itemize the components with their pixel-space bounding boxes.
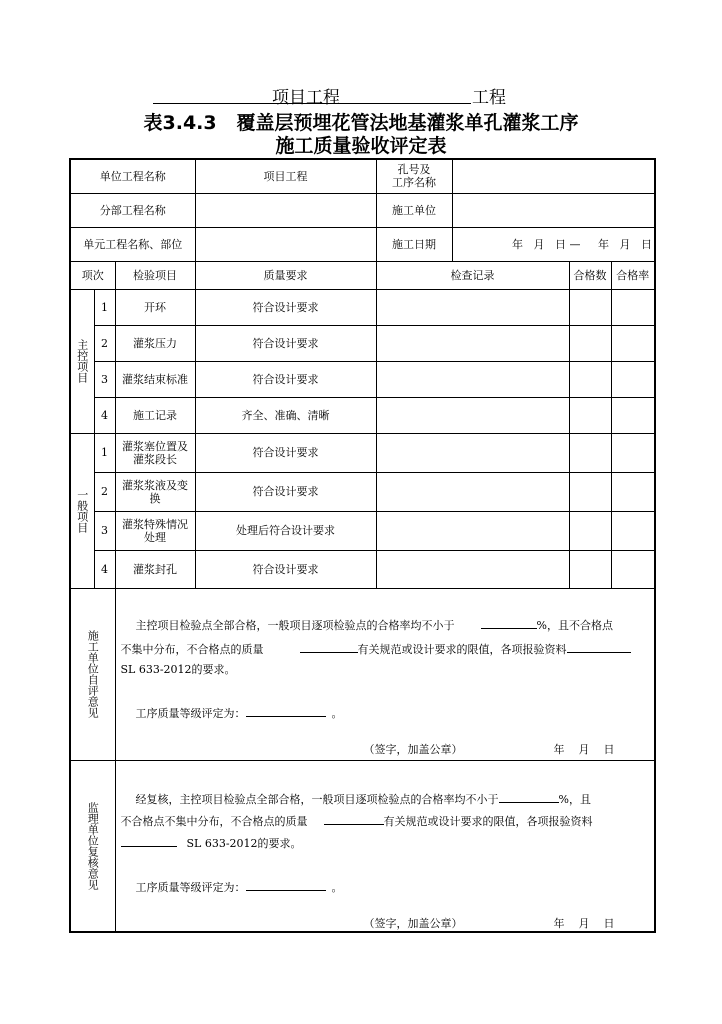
supervisor-label xyxy=(70,760,115,932)
supervisor-line3-text: SL 633-2012的要求。 xyxy=(186,836,302,850)
row-no: 1 xyxy=(94,289,115,325)
supervisor-docs-blank[interactable] xyxy=(121,835,177,847)
row-pass-count[interactable] xyxy=(569,511,611,550)
element-value[interactable] xyxy=(195,227,376,261)
row-req: 符合设计要求 xyxy=(195,433,376,472)
table-row xyxy=(70,550,655,588)
row-no: 4 xyxy=(94,550,115,588)
self-eval-line1 xyxy=(136,617,613,632)
row-pass-count[interactable] xyxy=(569,397,611,433)
info-row-element xyxy=(70,227,655,261)
row-pass-rate[interactable] xyxy=(611,397,655,433)
hole-label-line2: 工序名称 xyxy=(392,176,436,190)
form-title-line2: 施工质量验收评定表 xyxy=(275,135,447,157)
row-no: 3 xyxy=(94,511,115,550)
row-pass-rate[interactable] xyxy=(611,472,655,511)
row-pass-count[interactable] xyxy=(569,325,611,361)
row-req: 符合设计要求 xyxy=(195,325,376,361)
self-eval-line3: SL 633-2012的要求。 xyxy=(120,662,236,676)
self-eval-label-text: 施工单位自评意见 xyxy=(86,630,100,718)
construction-date-label: 施工日期 xyxy=(376,227,452,261)
table-row xyxy=(70,397,655,433)
info-row-sub xyxy=(70,193,655,227)
row-req: 符合设计要求 xyxy=(195,289,376,325)
row-item: 施工记录 xyxy=(115,397,195,433)
row-record[interactable] xyxy=(376,472,569,511)
row-pass-rate[interactable] xyxy=(611,325,655,361)
self-eval-grade-line xyxy=(136,705,343,720)
supervisor-row xyxy=(70,760,655,932)
self-eval-grade-end: 。 xyxy=(331,706,343,720)
supervisor-grade-end: 。 xyxy=(331,880,343,894)
header-row xyxy=(70,261,655,289)
general-label-text: 一般项目 xyxy=(75,488,89,533)
row-pass-count[interactable] xyxy=(569,472,611,511)
row-record[interactable] xyxy=(376,511,569,550)
supervisor-line2a: 不合格点不集中分布，不合格点的质量 xyxy=(120,814,308,828)
table-row xyxy=(70,433,655,472)
self-eval-quality-blank[interactable] xyxy=(300,641,358,653)
row-item: 开环 xyxy=(115,289,195,325)
supervisor-rate-blank[interactable] xyxy=(499,791,559,803)
construction-unit-value[interactable] xyxy=(452,193,655,227)
evaluation-table xyxy=(69,158,656,933)
supervisor-line2 xyxy=(121,813,593,828)
supervisor-sign: （签字，加盖公章） xyxy=(363,916,463,930)
table-row xyxy=(70,472,655,511)
self-eval-line1b: %，且不合格点 xyxy=(536,618,613,632)
row-req: 处理后符合设计要求 xyxy=(195,511,376,550)
row-req: 符合设计要求 xyxy=(195,472,376,511)
self-eval-line2 xyxy=(121,641,631,656)
table-row xyxy=(70,289,655,325)
form-title-line1: 表3.4.3 覆盖层预埋花管法地基灌浆单孔灌浆工序 xyxy=(143,112,579,134)
supervisor-line2b: 有关规范或设计要求的限值，各项报验资料 xyxy=(383,814,593,828)
supervisor-quality-blank[interactable] xyxy=(324,813,384,825)
self-eval-date: 年 月 日 xyxy=(553,742,615,756)
row-record[interactable] xyxy=(376,361,569,397)
row-item: 灌浆浆液及变换 xyxy=(115,472,195,511)
row-item: 灌浆封孔 xyxy=(115,550,195,588)
self-eval-grade-label: 工序质量等级评定为： xyxy=(135,706,246,720)
supervisor-grade-blank[interactable] xyxy=(246,879,326,891)
supervisor-line3 xyxy=(121,835,302,850)
row-no: 3 xyxy=(94,361,115,397)
row-record[interactable] xyxy=(376,289,569,325)
self-eval-sign: （签字，加盖公章） xyxy=(363,742,463,756)
row-req: 齐全、准确、清晰 xyxy=(195,397,376,433)
supervisor-grade-label: 工序质量等级评定为： xyxy=(135,880,246,894)
row-item: 灌浆结束标准 xyxy=(115,361,195,397)
table-row xyxy=(70,325,655,361)
row-no: 1 xyxy=(94,433,115,472)
row-pass-count[interactable] xyxy=(569,550,611,588)
pass-count-header: 合格数 xyxy=(569,261,611,289)
pass-rate-header: 合格率 xyxy=(611,261,655,289)
row-item: 灌浆特殊情况处理 xyxy=(115,511,195,550)
unit-project-value[interactable]: 项目工程 xyxy=(195,159,376,193)
main-control-label-text: 主控项目 xyxy=(75,339,89,383)
supervisor-date: 年 月 日 xyxy=(553,916,615,930)
row-pass-rate[interactable] xyxy=(611,289,655,325)
element-label: 单元工程名称、部位 xyxy=(70,227,195,261)
row-no: 4 xyxy=(94,397,115,433)
row-pass-rate[interactable] xyxy=(611,433,655,472)
self-eval-line2b: 有关规范或设计要求的限值，各项报验资料 xyxy=(357,642,567,656)
check-item-header: 检验项目 xyxy=(115,261,195,289)
table-row xyxy=(70,361,655,397)
general-label xyxy=(70,433,94,588)
supervisor-grade-line xyxy=(136,879,343,894)
self-eval-row xyxy=(70,588,655,760)
hole-label-line1: 孔号及 xyxy=(397,163,431,177)
sub-project-value[interactable] xyxy=(195,193,376,227)
row-record[interactable] xyxy=(376,397,569,433)
hole-value[interactable] xyxy=(452,159,655,193)
info-row-unit xyxy=(70,159,655,193)
item-col-header: 项次 xyxy=(70,261,115,289)
self-eval-line2a: 不集中分布，不合格点的质量 xyxy=(120,642,264,656)
supervisor-opinion xyxy=(115,760,655,932)
check-record-header: 检查记录 xyxy=(376,261,569,289)
self-eval-line1a: 主控项目检验点全部合格，一般项目逐项检验点的合格率均不小于 xyxy=(135,618,455,632)
row-pass-rate[interactable] xyxy=(611,550,655,588)
self-eval-grade-blank[interactable] xyxy=(246,705,326,717)
unit-project-label: 单位工程名称 xyxy=(70,159,195,193)
main-control-label xyxy=(70,289,94,433)
supervisor-line1a: 经复核，主控项目检验点全部合格，一般项目逐项检验点的合格率均不小于 xyxy=(135,792,499,806)
row-item: 灌浆压力 xyxy=(115,325,195,361)
supervisor-label-text: 监理单位复核意见 xyxy=(86,801,100,890)
row-pass-count[interactable] xyxy=(569,433,611,472)
hole-label xyxy=(376,159,452,193)
construction-date-value[interactable]: 年 月 日 — 年 月 日 xyxy=(452,227,655,261)
row-pass-rate[interactable] xyxy=(611,511,655,550)
row-record[interactable] xyxy=(376,550,569,588)
row-req: 符合设计要求 xyxy=(195,550,376,588)
project-suffix: 工程 xyxy=(472,88,506,108)
sub-project-label: 分部工程名称 xyxy=(70,193,195,227)
row-pass-count[interactable] xyxy=(569,361,611,397)
row-pass-rate[interactable] xyxy=(611,361,655,397)
self-eval-docs-blank[interactable] xyxy=(567,641,631,653)
row-item: 灌浆塞位置及灌浆段长 xyxy=(115,433,195,472)
table-row xyxy=(70,511,655,550)
supervisor-line1b: %，且 xyxy=(558,792,591,806)
project-line xyxy=(0,82,722,106)
row-no: 2 xyxy=(94,325,115,361)
self-eval-opinion xyxy=(115,588,655,760)
self-eval-label xyxy=(70,588,115,760)
supervisor-line1 xyxy=(136,791,591,806)
row-pass-count[interactable] xyxy=(569,289,611,325)
row-record[interactable] xyxy=(376,325,569,361)
self-eval-rate-blank[interactable] xyxy=(481,617,537,629)
quality-req-header: 质量要求 xyxy=(195,261,376,289)
construction-unit-label: 施工单位 xyxy=(376,193,452,227)
row-no: 2 xyxy=(94,472,115,511)
row-req: 符合设计要求 xyxy=(195,361,376,397)
project-name: 项目工程 xyxy=(272,88,340,108)
row-record[interactable] xyxy=(376,433,569,472)
